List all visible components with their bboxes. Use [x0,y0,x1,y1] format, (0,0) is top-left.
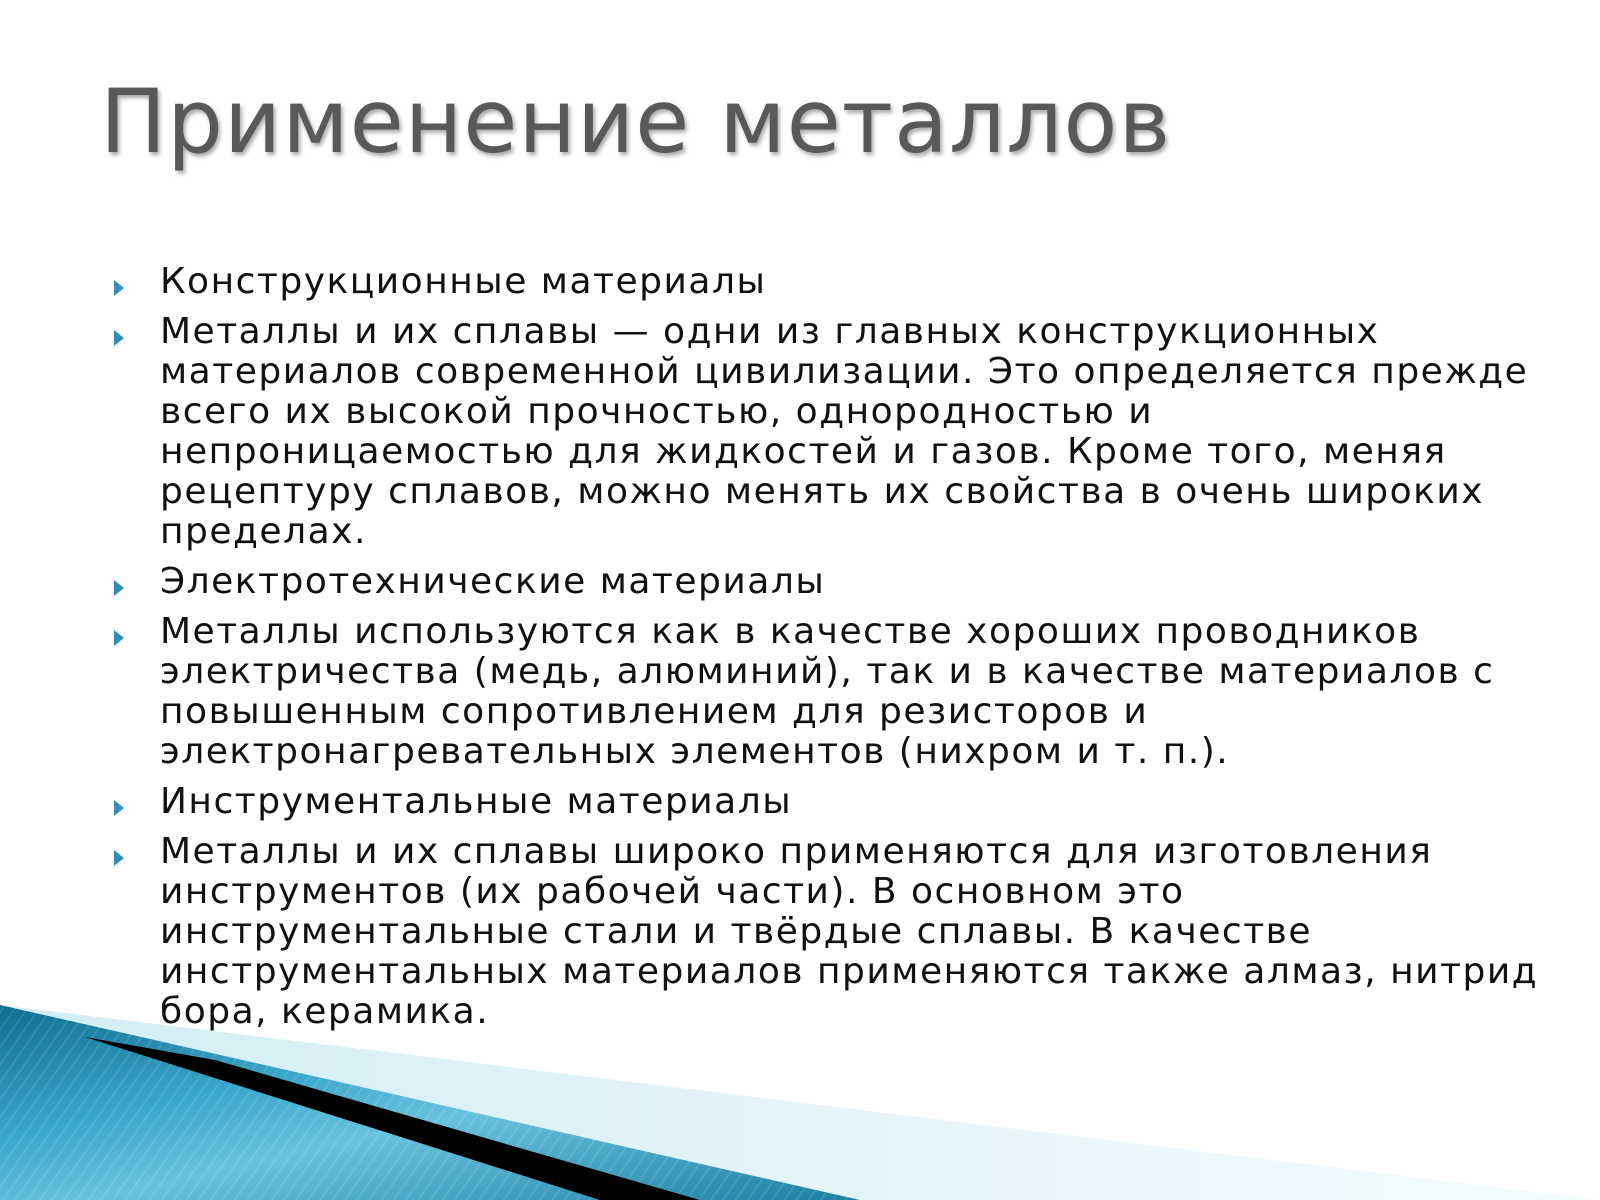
bullet-text: Конструкционные материалы [160,261,767,302]
triangle-bullet-icon [114,280,124,296]
bullet-text: Металлы и их сплавы широко применяются для изготовления инструментов (их рабочей части). В основном это инструментальные стали и твёрдые сплавы. В качестве инструментальных материалов применяются также алмаз, нитрид бора, керамика. [160,831,1539,1032]
triangle-bullet-icon [114,630,124,646]
triangle-bullet-icon [114,330,124,346]
bullet-text: Электротехнические материалы [160,561,826,602]
list-item [110,262,1560,302]
list-item [110,562,1560,602]
page-title: Применение металлов [100,70,1172,173]
bullet-list [110,262,1560,1042]
bullet-text: Металлы используются как в качестве хороших проводников электричества (медь, алюминий), так и в качестве материалов с повышенным сопротивлением для резисторов и электронагревательных элементов (нихром и т. п.). [160,611,1495,772]
triangle-bullet-icon [114,800,124,816]
bullet-text: Металлы и их сплавы — одни из главных конструкционных материалов современной цивилизации. Это определяется прежде всего их высокой прочностью, однородностью и непроницаемостью для жидкостей и газов. Кроме того, меняя рецептуру сплавов, можно менять их свойства в очень широких пределах. [160,311,1529,552]
list-item [110,612,1560,772]
bullet-text: Инструментальные материалы [160,781,793,822]
list-item [110,832,1560,1032]
triangle-bullet-icon [114,580,124,596]
triangle-bullet-icon [114,850,124,866]
list-item [110,782,1560,822]
list-item [110,312,1560,552]
